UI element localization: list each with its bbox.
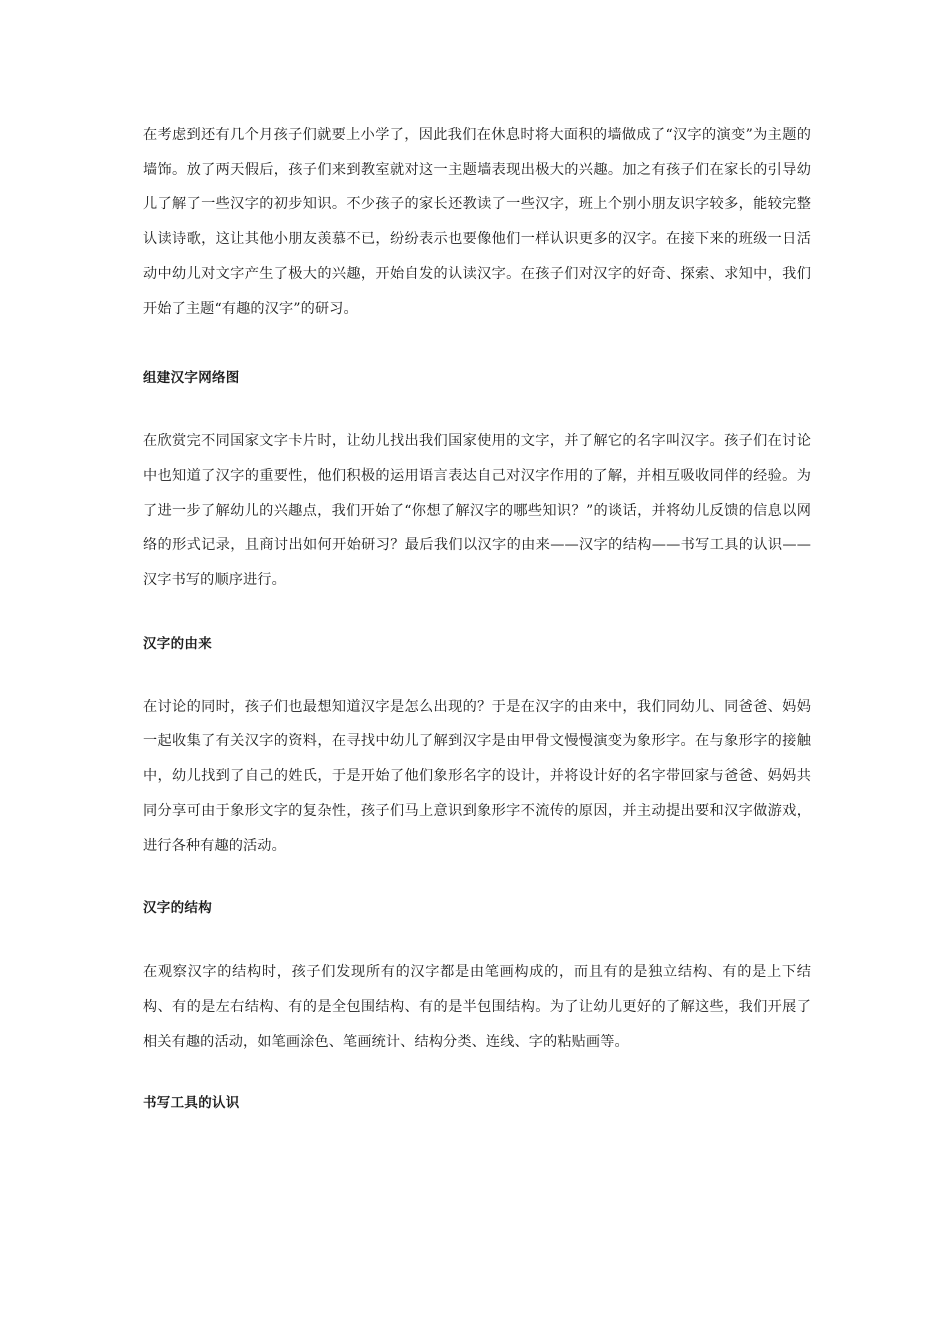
intro-paragraph: 在考虑到还有几个月孩子们就要上小学了，因此我们在休息时将大面积的墙做成了“汉字的演变”为主题的墙饰。放了两天假后，孩子们来到教室就对这一主题墙表现出极大的兴趣。加之有孩子们在家长的引导幼儿了解了一些汉字的初步知识。不少孩子的家长还教读了一些汉字，班上个别小朋友识字较多，能较完整认读诗歌，这让其他小朋友羡慕不已，纷纷表示也要像他们一样认识更多的汉字。在接下来的班级一日活动中幼儿对文字产生了极大的兴趣，开始自发的认读汉字。在孩子们对汉字的好奇、探索、求知中，我们开始了主题“有趣的汉字”的研习。 [143, 127, 811, 317]
network-map-paragraph: 在欣赏完不同国家文字卡片时，让幼儿找出我们国家使用的文字，并了解它的名字叫汉字。孩子们在讨论中也知道了汉字的重要性，他们积极的运用语言表达自己对汉字作用的了解，并相互吸收同伴的经验。为了进一步了解幼儿的兴趣点，我们开始了“你想了解汉字的哪些知识？”的谈话，并将幼儿反馈的信息以网络的形式记录，且商讨出如何开始研习？最后我们以汉字的由来——汉字的结构——书写工具的认识——汉字书写的顺序进行。 [143, 433, 811, 589]
heading-structure: 汉字的结构 [143, 900, 212, 917]
heading-writing-tools: 书写工具的认识 [143, 1095, 240, 1112]
heading-network-map: 组建汉字网络图 [143, 370, 240, 387]
document-page [143, 118, 811, 1113]
structure-paragraph: 在观察汉字的结构时，孩子们发现所有的汉字都是由笔画构成的，而且有的是独立结构、有的是上下结构、有的是左右结构、有的是全包围结构、有的是半包围结构。为了让幼儿更好的了解这些，我们开展了相关有趣的活动，如笔画涂色、笔画统计、结构分类、连线、字的粘贴画等。 [143, 964, 811, 1050]
heading-origin: 汉字的由来 [143, 635, 212, 652]
origin-paragraph: 在讨论的同时，孩子们也最想知道汉字是怎么出现的？于是在汉字的由来中，我们同幼儿、同爸爸、妈妈一起收集了有关汉字的资料，在寻找中幼儿了解到汉字是由甲骨文慢慢演变为象形字。在与象形字的接触中，幼儿找到了自己的姓氏，于是开始了他们象形名字的设计，并将设计好的名字带回家与爸爸、妈妈共同分享可由于象形文字的复杂性，孩子们马上意识到象形字不流传的原因，并主动提出要和汉字做游戏，进行各种有趣的活动。 [143, 698, 811, 854]
